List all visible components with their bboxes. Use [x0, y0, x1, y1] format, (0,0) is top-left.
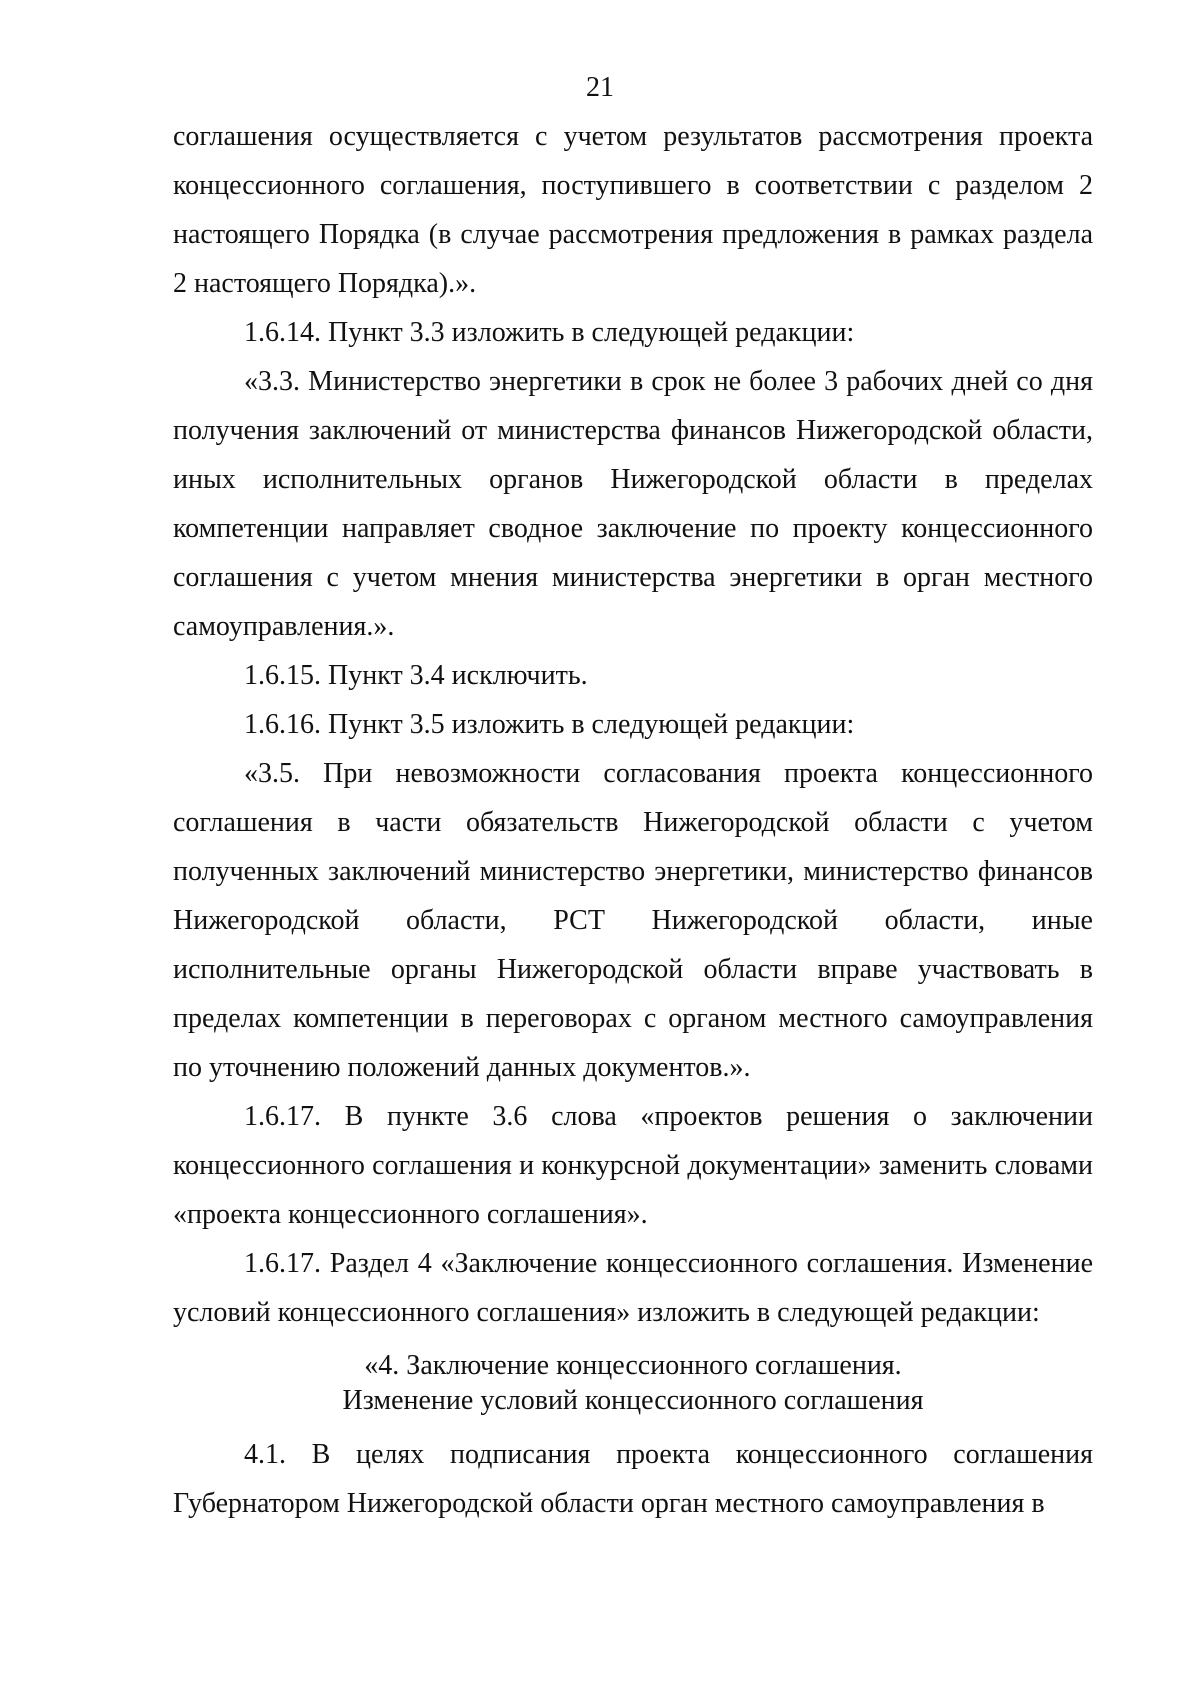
page-number: 21 — [586, 72, 614, 103]
paragraph-1-6-14: 1.6.14. Пункт 3.3 изложить в следующей редакции: — [244, 317, 855, 348]
section-4-heading — [173, 1348, 1093, 1418]
paragraph-4-1: 4.1. В целях подписания проекта концессионного соглашения Губернатором Нижегородской области орган местного самоуправления в — [173, 1439, 1093, 1519]
section-4-heading-line-2: Изменение условий концессионного соглашения — [342, 1385, 924, 1416]
paragraph-continuation: соглашения осуществляется с учетом результатов рассмотрения проекта концессионного соглашения, поступившего в соответствии с разделом 2 настоящего Порядка (в случае рассмотрения предложения в рамках раздела 2 настоящего Порядка).». — [173, 121, 1093, 299]
paragraph-quote-3-5: «3.5. При невозможности согласования проекта концессионного соглашения в части обязательств Нижегородской области с учетом полученных заключений министерство энергетики, министерство финансов Нижегородской области, РСТ Нижегородской области, иные исполнительные органы Нижегородской области вправе участвовать в пределах компетенции в переговорах с органом местного самоуправления по уточнению положений данных документов.». — [173, 758, 1093, 1083]
paragraph-1-6-17-b: 1.6.17. Раздел 4 «Заключение концессионного соглашения. Изменение условий концессионного соглашения» изложить в следующей редакции: — [173, 1248, 1093, 1328]
paragraph-1-6-15: 1.6.15. Пункт 3.4 исключить. — [244, 660, 588, 691]
paragraph-1-6-17-a: 1.6.17. В пункте 3.6 слова «проектов решения о заключении концессионного соглашения и конкурсной документации» заменить словами «проекта концессионного соглашения». — [173, 1101, 1093, 1230]
paragraph-1-6-16: 1.6.16. Пункт 3.5 изложить в следующей редакции: — [244, 709, 855, 740]
document-body — [173, 112, 1093, 1528]
section-4-heading-line-1: «4. Заключение концессионного соглашения. — [364, 1350, 902, 1381]
paragraph-quote-3-3: «3.3. Министерство энергетики в срок не более 3 рабочих дней со дня получения заключений от министерства финансов Нижегородской области, иных исполнительных органов Нижегородской области в пределах компетенции направляет сводное заключение по проекту концессионного соглашения с учетом мнения министерства энергетики в орган местного самоуправления.». — [173, 366, 1093, 642]
